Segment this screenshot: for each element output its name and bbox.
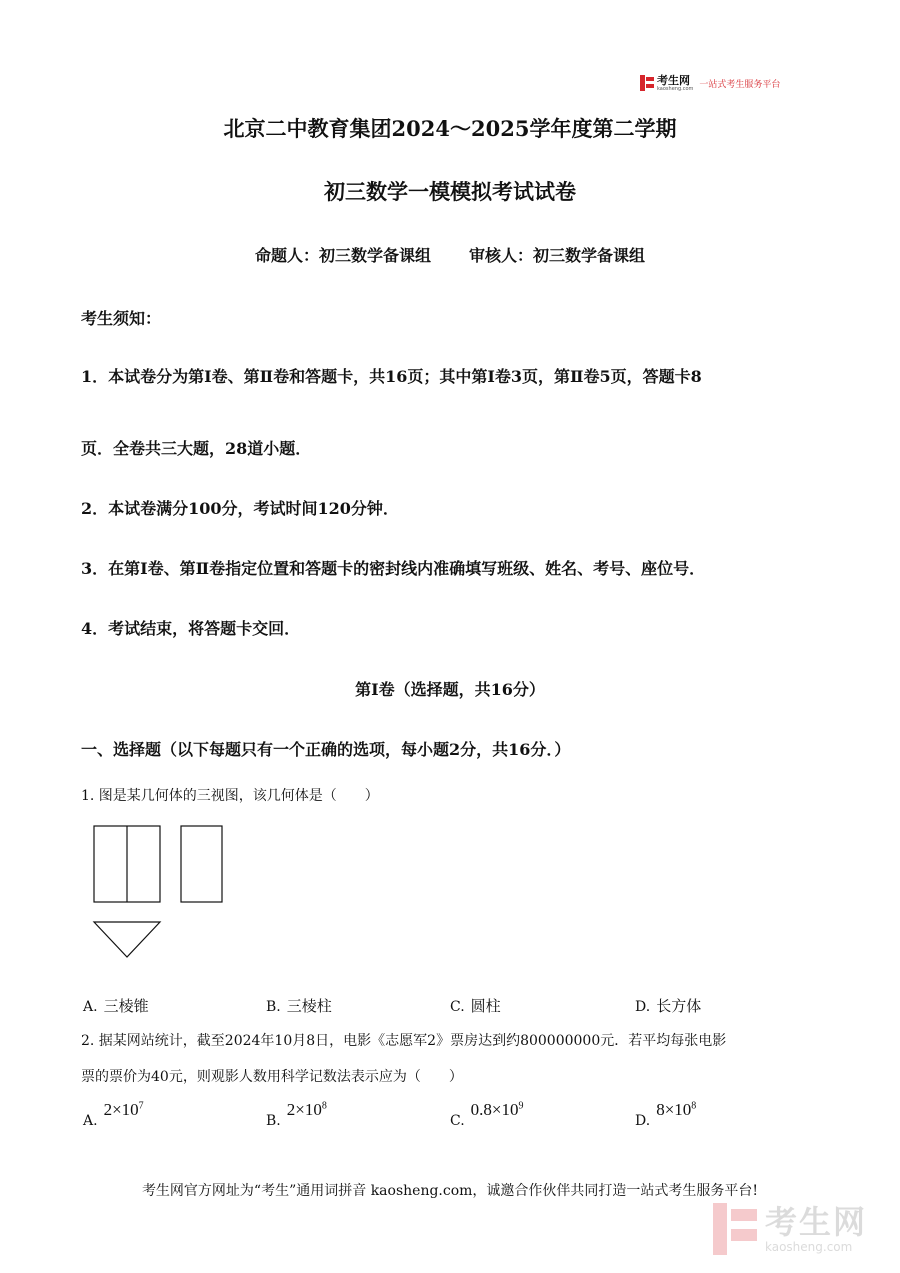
- kaosheng-logo-icon: [640, 75, 654, 91]
- q1-option-a[interactable]: A. 三棱锥: [83, 997, 149, 1015]
- q1-option-d[interactable]: D. 长方体: [635, 997, 702, 1015]
- q2-option-a[interactable]: $A.2\times 10^7$: [83, 1100, 144, 1129]
- exam-title-line2: 初三数学一模模拟考试试卷: [324, 179, 576, 204]
- authors-line: [0, 243, 900, 266]
- q2-option-b[interactable]: $B.2\times 10^8$: [266, 1100, 327, 1129]
- setter: 命题人：初三数学备课组: [254, 246, 431, 265]
- volume-title: 第Ⅰ卷（选择题，共16分）: [355, 680, 545, 699]
- watermark-logo-icon: [713, 1203, 759, 1255]
- header-logo: [640, 72, 780, 94]
- logo-name: 考生网: [657, 73, 690, 87]
- watermark-logo: [713, 1203, 867, 1255]
- reviewer: 审核人：初三数学备课组: [469, 246, 646, 265]
- watermark-name: 考生网: [765, 1202, 868, 1241]
- notice-item-3: 3．在第Ⅰ卷、第Ⅱ卷指定位置和答题卡的密封线内准确填写班级、姓名、考号、座位号．: [81, 559, 706, 578]
- q2-stem-line2: 票的票价为40元，则观影人数用科学记数法表示应为（ ）: [81, 1069, 463, 1085]
- q1-option-b[interactable]: B. 三棱柱: [266, 997, 332, 1015]
- notice-item-4: 4．考试结束，将答题卡交回．: [81, 619, 301, 638]
- q2-option-d[interactable]: $D.8\times 10^8$: [635, 1100, 697, 1129]
- three-view-figure: [88, 822, 228, 962]
- q1-stem: 1. 图是某几何体的三视图，该几何体是（ ）: [81, 788, 379, 804]
- q2-stem-line1: 2. 据某网站统计，截至2024年10月8日，电影《志愿军2》票房达到约800000000元．若平均每张电影: [81, 1033, 727, 1049]
- q2-option-c[interactable]: $C.0.8\times 10^9$: [450, 1100, 524, 1129]
- logo-domain: kaosheng.com: [657, 85, 694, 92]
- footer-text: 考生网官方网址为“考生”通用词拼音 kaosheng.com，诚邀合作伙伴共同打造一站式考生服务平台!: [141, 1183, 759, 1199]
- notice-heading: 考生须知：: [81, 309, 162, 328]
- side-view: [181, 826, 222, 902]
- notice-item-1-line2: 页．全卷共三大题，28道小题．: [81, 439, 312, 458]
- notice-item-1-line1: 1．本试卷分为第Ⅰ卷、第Ⅱ卷和答题卡，共16页；其中第Ⅰ卷3页，第Ⅱ卷5页，答题卡8: [81, 367, 702, 386]
- logo-slogan: 一站式考生服务平台: [699, 79, 781, 90]
- notice-item-2: 2．本试卷满分100分，考试时间120分钟．: [81, 499, 399, 518]
- exam-title-line1: 北京二中教育集团2024～2025学年度第二学期: [223, 116, 677, 141]
- q1-option-c[interactable]: C. 圆柱: [450, 997, 501, 1015]
- part-title: 一、选择题（以下每题只有一个正确的选项，每小题2分，共16分．）: [81, 740, 571, 759]
- watermark-domain: kaosheng.com: [765, 1239, 853, 1254]
- top-view: [94, 922, 160, 957]
